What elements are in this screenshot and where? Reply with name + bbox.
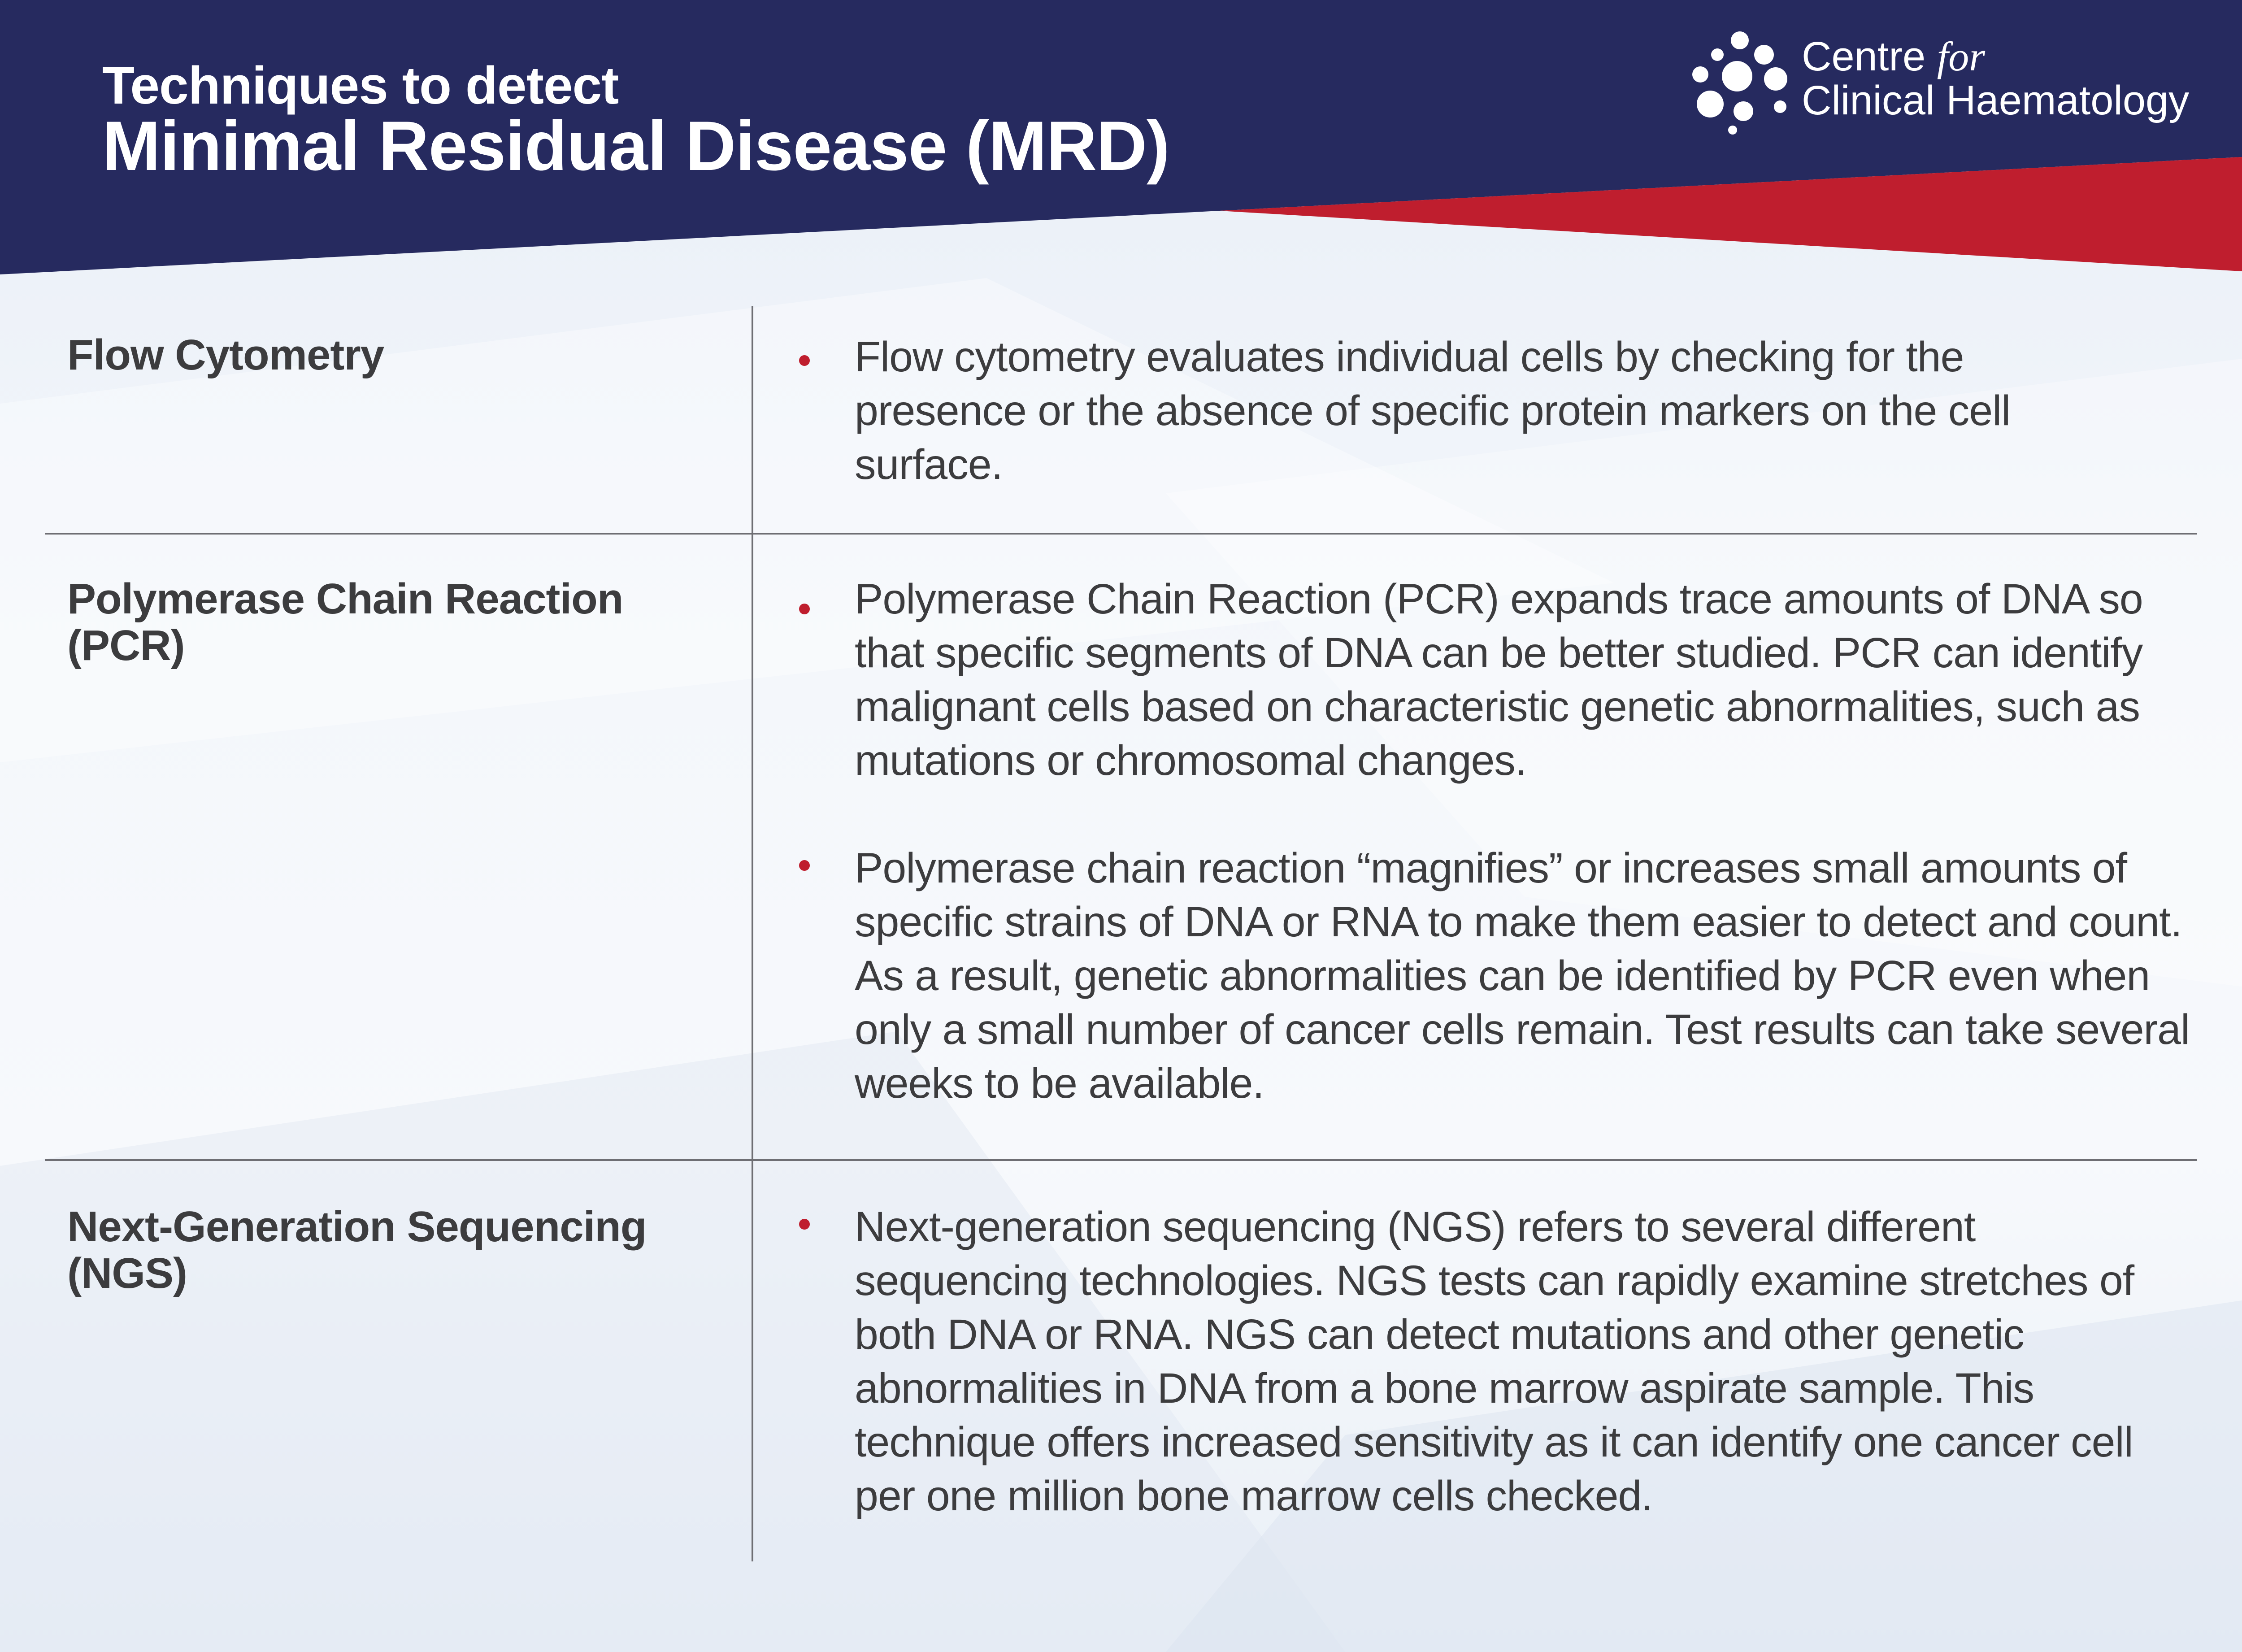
column-divider [752, 306, 753, 1561]
centre-logo [1690, 28, 2197, 135]
page-subtitle: Techniques to detect [102, 56, 619, 115]
technique-description: Flow cytometry evaluates individual cells by checking for the presence or the absence of specific protein markers on the cell surface. [855, 333, 2011, 488]
logo-word-for: for [1937, 34, 1986, 79]
technique-label-flow-cytometry: Flow Cytometry [67, 331, 384, 379]
technique-description: Polymerase chain reaction “magnifies” or increases small amounts of specific strains of DNA or RNA to make them easier to detect and count. As a result, genetic abnormalities can be identified by PCR even when only a small number of cancer cells remain. Test results can take several weeks to be available. [855, 844, 2190, 1107]
bullet-dot [799, 604, 810, 614]
bullet-dot [799, 355, 810, 366]
row-divider [45, 533, 2197, 535]
logo-title-line1 [1802, 36, 1985, 77]
logo-word-centre: Centre [1802, 34, 1926, 79]
logo-title-line2: Clinical Haematology [1802, 78, 2190, 123]
bullet-dot [799, 1219, 810, 1230]
technique-description: Polymerase Chain Reaction (PCR) expands trace amounts of DNA so that specific segments of DNA can be better studied. PCR can identify malignant cells based on characteristic genetic abnormalities, such as mutations or chromosomal changes. [855, 575, 2143, 784]
row-divider [45, 1159, 2197, 1161]
technique-description: Next-generation sequencing (NGS) refers to several different sequencing technologies. NGS tests can rapidly examine stretches of both DNA or RNA. NGS can detect mutations and other genetic abnormalities in DNA from a bone marrow aspirate sample. This technique offers increased sensitivity as it can identify one cancer cell per one million bone marrow cells checked. [855, 1203, 2134, 1520]
page-title: Minimal Residual Disease (MRD) [102, 107, 1169, 185]
technique-label-pcr: Polymerase Chain Reaction (PCR) [67, 575, 623, 669]
technique-label-ngs: Next-Generation Sequencing (NGS) [67, 1203, 647, 1297]
molecule-logo-icon [1690, 28, 1789, 135]
bullet-dot [799, 860, 810, 871]
